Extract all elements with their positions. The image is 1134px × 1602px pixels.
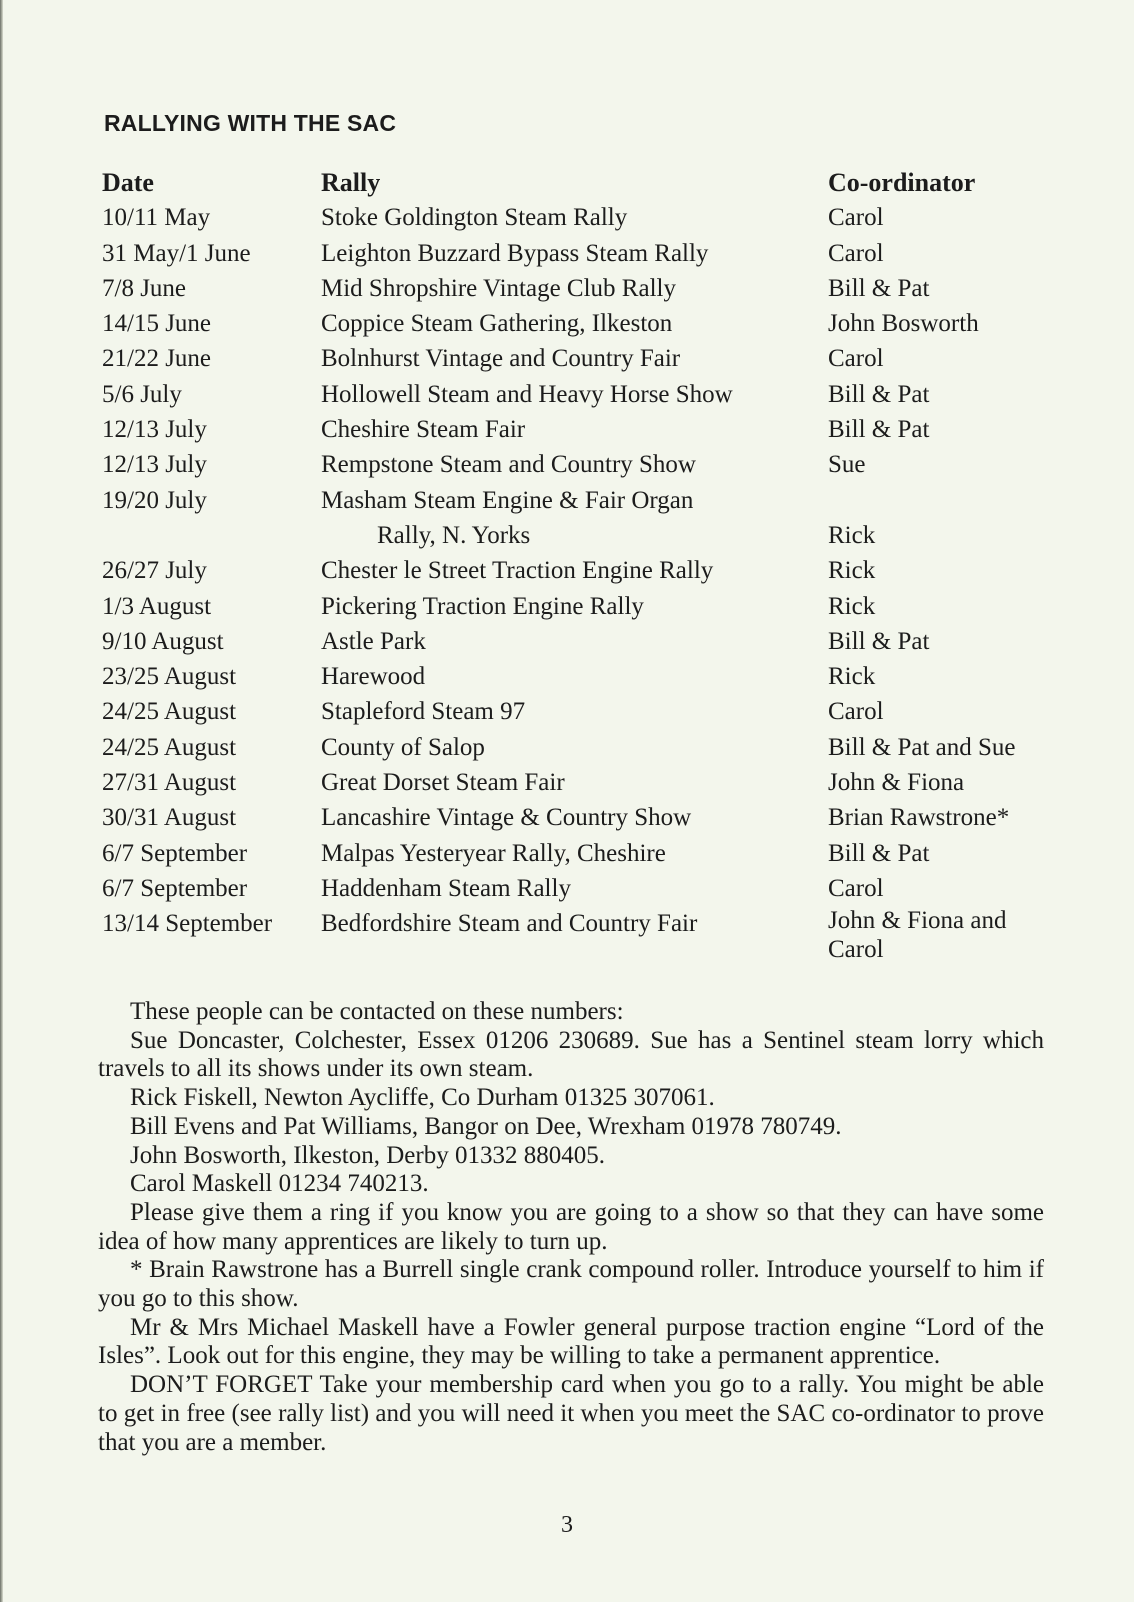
cell-rally: Lancashire Vintage & Country Show [321, 804, 692, 832]
cell-rally: Stoke Goldington Steam Rally [321, 204, 628, 232]
cell-coordinator: Bill & Pat [828, 416, 930, 444]
cell-coordinator: Rick [828, 663, 876, 691]
page-edge [0, 0, 3, 1602]
cell-date: 30/31 August [102, 804, 237, 832]
paragraph: John Bosworth, Ilkeston, Derby 01332 880405. [130, 1141, 605, 1169]
cell-date: 9/10 August [102, 627, 224, 655]
table-row [102, 624, 1068, 659]
cell-rally: Chester le Street Traction Engine Rally [321, 557, 714, 585]
page-number: 3 [561, 1512, 573, 1538]
cell-rally: Hollowell Steam and Heavy Horse Show [321, 380, 733, 408]
cell-date: 13/14 September [102, 910, 273, 938]
cell-coordinator: Bill & Pat [828, 839, 930, 867]
table-row [102, 800, 1068, 835]
cell-date: 6/7 September [102, 839, 248, 867]
cell-date: 26/27 July [102, 557, 207, 585]
cell-rally: Harewood [321, 663, 426, 691]
cell-rally: Bedfordshire Steam and Country Fair [321, 910, 698, 938]
table-row [102, 694, 1068, 729]
paragraph: Please give them a ring if you know you are going to a show so that they can have some idea of how many apprentices are likely to turn up. [98, 1198, 1044, 1255]
cell-coordinator: Carol [828, 698, 884, 726]
cell-rally: Rempstone Steam and Country Show [321, 451, 696, 479]
cell-rally: Great Dorset Steam Fair [321, 769, 565, 797]
cell-coordinator: Bill & Pat [828, 380, 930, 408]
cell-date: 24/25 August [102, 733, 237, 761]
cell-date: 27/31 August [102, 769, 237, 797]
cell-date: 7/8 June [102, 274, 187, 302]
paragraph: Sue Doncaster, Colchester, Essex 01206 230689. Sue has a Sentinel steam lorry which travels to all its shows under its own steam. [98, 1026, 1044, 1083]
cell-date: 12/13 July [102, 416, 207, 444]
paragraph: Carol Maskell 01234 740213. [130, 1170, 429, 1198]
cell-rally-continued: Rally, N. Yorks [377, 521, 531, 549]
cell-rally: Mid Shropshire Vintage Club Rally [321, 274, 676, 302]
paragraph: These people can be contacted on these numbers: [130, 998, 624, 1025]
table-row [102, 483, 1068, 518]
table-row [102, 871, 1068, 906]
cell-coordinator: Rick [828, 592, 876, 620]
cell-coordinator: Bill & Pat and Sue [828, 733, 1016, 761]
cell-rally: Stapleford Steam 97 [321, 698, 526, 726]
cell-coordinator: Rick [828, 557, 876, 585]
cell-rally: Bolnhurst Vintage and Country Fair [321, 345, 681, 373]
cell-rally: Haddenham Steam Rally [321, 874, 571, 902]
cell-rally: Leighton Buzzard Bypass Steam Rally [321, 239, 709, 267]
paragraph: Rick Fiskell, Newton Aycliffe, Co Durham 01325 307061. [130, 1084, 715, 1112]
rally-table [102, 165, 1068, 964]
table-row [102, 341, 1068, 376]
table-row [102, 200, 1068, 235]
header-rally: Rally [321, 168, 381, 197]
cell-coordinator: John Bosworth [828, 310, 979, 338]
table-row [102, 236, 1068, 271]
table-row [102, 906, 1068, 964]
cell-coordinator: Carol [828, 239, 884, 267]
table-row [102, 377, 1068, 412]
table-row [102, 730, 1068, 765]
cell-date [102, 518, 321, 553]
table-row [102, 412, 1068, 447]
cell-date: 14/15 June [102, 310, 212, 338]
paragraph: Bill Evens and Pat Williams, Bangor on Dee, Wrexham 01978 780749. [130, 1112, 842, 1140]
cell-rally: Cheshire Steam Fair [321, 416, 526, 444]
cell-rally: Masham Steam Engine & Fair Organ [321, 486, 694, 514]
cell-coordinator: Rick [828, 521, 876, 549]
cell-coordinator: John & Fiona and Carol [828, 907, 1007, 964]
cell-coordinator: Brian Rawstrone* [828, 804, 1010, 832]
page-heading: RALLYING WITH THE SAC [104, 110, 397, 136]
cell-rally: Malpas Yesteryear Rally, Cheshire [321, 839, 666, 867]
cell-coordinator [828, 483, 1068, 518]
cell-date: 6/7 September [102, 874, 248, 902]
cell-coordinator: Sue [828, 451, 866, 479]
cell-rally: Coppice Steam Gathering, Ilkeston [321, 310, 673, 338]
cell-coordinator: Carol [828, 874, 884, 902]
cell-date: 31 May/1 June [102, 239, 251, 267]
paragraph: Mr & Mrs Michael Maskell have a Fowler general purpose traction engine “Lord of the Isles”. Look out for this engine, they may be willing to take a permanent apprentice. [98, 1313, 1044, 1370]
table-row [102, 271, 1068, 306]
contact-notes [98, 998, 1044, 1457]
table-row [102, 306, 1068, 341]
table-row [102, 659, 1068, 694]
table-row [102, 589, 1068, 624]
cell-date: 10/11 May [102, 204, 211, 232]
paragraph: * Brain Rawstrone has a Burrell single crank compound roller. Introduce yourself to him if you go to this show. [98, 1256, 1044, 1313]
cell-date: 24/25 August [102, 698, 237, 726]
cell-rally [321, 518, 828, 553]
cell-rally: Pickering Traction Engine Rally [321, 592, 644, 620]
cell-coordinator: John & Fiona [828, 769, 965, 797]
cell-coordinator: Carol [828, 204, 884, 232]
table-row-continuation [102, 518, 1068, 553]
cell-date: 1/3 August [102, 592, 212, 620]
table-row [102, 765, 1068, 800]
table-row [102, 836, 1068, 871]
cell-date: 5/6 July [102, 380, 182, 408]
cell-rally: Astle Park [321, 627, 426, 655]
cell-date: 19/20 July [102, 486, 207, 514]
table-header-row [102, 165, 1068, 200]
cell-coordinator: Bill & Pat [828, 274, 930, 302]
cell-date: 12/13 July [102, 451, 207, 479]
cell-coordinator: Bill & Pat [828, 627, 930, 655]
cell-date: 21/22 June [102, 345, 212, 373]
header-coordinator: Co-ordinator [828, 168, 976, 197]
cell-coordinator: Carol [828, 345, 884, 373]
header-date: Date [102, 168, 154, 197]
table-row [102, 553, 1068, 588]
table-row [102, 447, 1068, 482]
paragraph: DON’T FORGET Take your membership card when you go to a rally. You might be able to get in free (see rally list) and you will need it when you meet the SAC co-ordinator to prove that you are a member. [98, 1371, 1044, 1456]
cell-date: 23/25 August [102, 663, 237, 691]
cell-rally: County of Salop [321, 733, 485, 761]
